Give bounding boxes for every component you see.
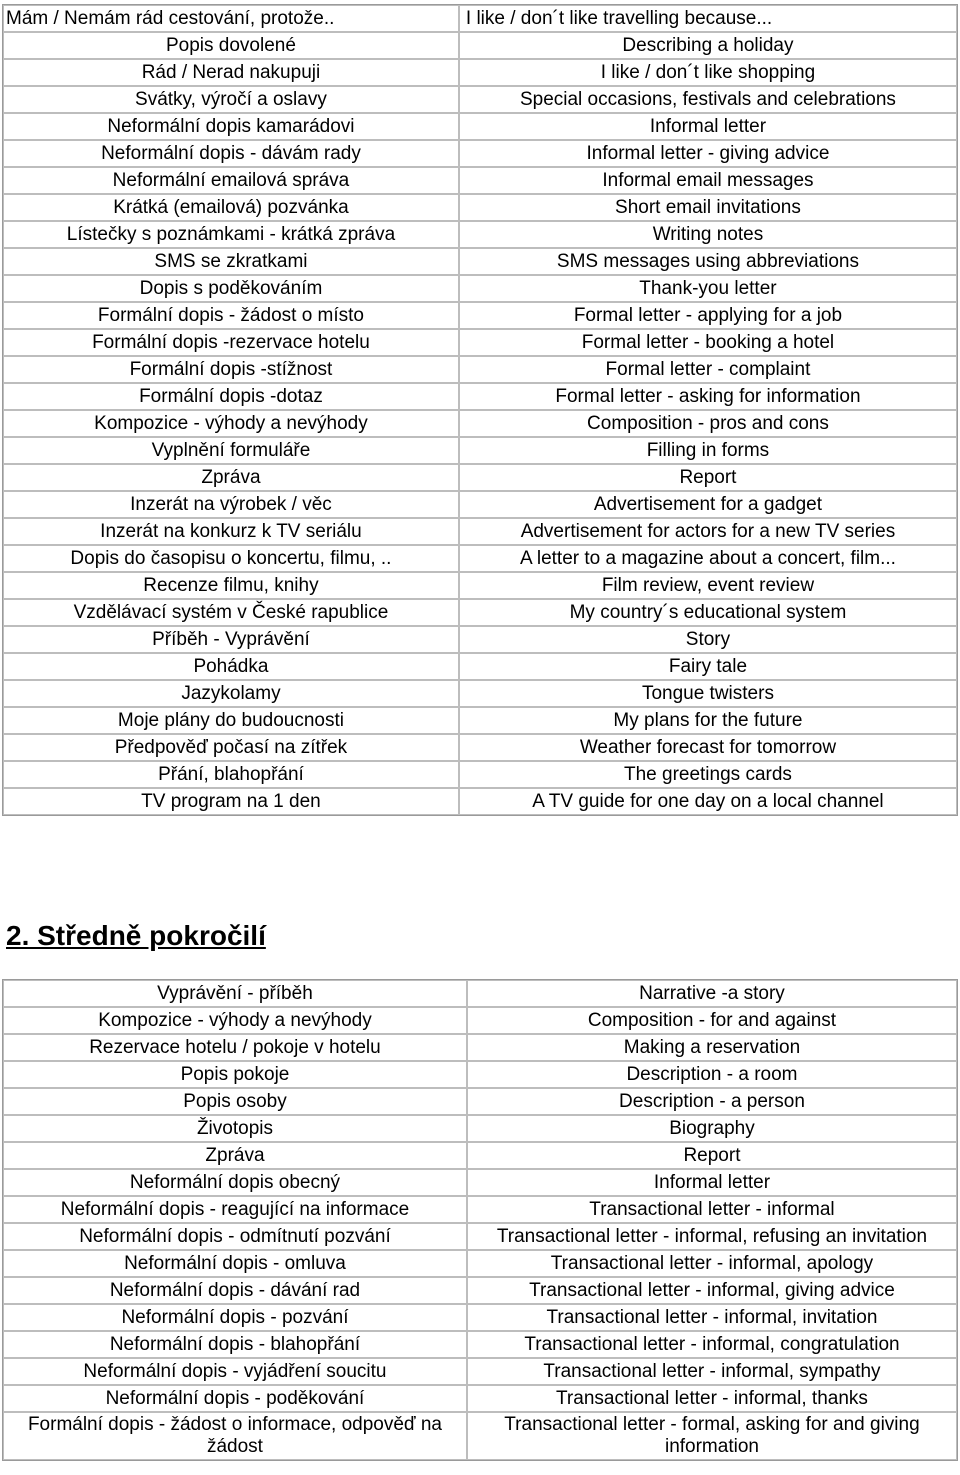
table-row (3, 410, 957, 437)
english-cell: Transactional letter - informal, sympathy (467, 1358, 957, 1385)
czech-cell: Formální dopis - žádost o místo (3, 302, 459, 329)
table-row (3, 167, 957, 194)
english-cell: Fairy tale (459, 653, 957, 680)
table-row (3, 572, 957, 599)
table-row (3, 59, 957, 86)
czech-cell: Formální dopis -rezervace hotelu (3, 329, 459, 356)
czech-cell: Neformální dopis - vyjádření soucitu (3, 1358, 467, 1385)
table-row (3, 1223, 957, 1250)
czech-cell: Životopis (3, 1115, 467, 1142)
table-row (3, 1034, 957, 1061)
table-row (3, 1250, 957, 1277)
table-row (3, 599, 957, 626)
czech-cell: Neformální dopis - poděkování (3, 1385, 467, 1412)
english-cell: Composition - for and against (467, 1007, 957, 1034)
english-cell: Special occasions, festivals and celebrations (459, 86, 957, 113)
english-cell: Transactional letter - informal, thanks (467, 1385, 957, 1412)
section-heading: 2. Středně pokročilí (6, 920, 266, 951)
vocabulary-table-intermediate (2, 979, 958, 1461)
table-row (3, 1007, 957, 1034)
table-row (3, 1412, 957, 1460)
table-row (3, 113, 957, 140)
table-row (3, 140, 957, 167)
table-row (3, 788, 957, 815)
table-row (3, 980, 957, 1007)
english-cell: Informal letter (459, 113, 957, 140)
english-cell: Weather forecast for tomorrow (459, 734, 957, 761)
table-row (3, 1385, 957, 1412)
english-cell: Description - a person (467, 1088, 957, 1115)
english-cell: Tongue twisters (459, 680, 957, 707)
czech-cell: Popis pokoje (3, 1061, 467, 1088)
czech-cell: Příběh - Vyprávění (3, 626, 459, 653)
table-row (3, 32, 957, 59)
czech-cell: Neformální dopis - reagující na informace (3, 1196, 467, 1223)
english-cell: Advertisement for a gadget (459, 491, 957, 518)
table-row (3, 1061, 957, 1088)
vocabulary-table-beginner (2, 4, 958, 816)
czech-cell: Zpráva (3, 464, 459, 491)
czech-cell: Svátky, výročí a oslavy (3, 86, 459, 113)
czech-cell: Neformální emailová správa (3, 167, 459, 194)
english-cell: A letter to a magazine about a concert, film... (459, 545, 957, 572)
table-row (3, 680, 957, 707)
english-cell: Describing a holiday (459, 32, 957, 59)
table-row (3, 1277, 957, 1304)
czech-cell: Formální dopis -dotaz (3, 383, 459, 410)
czech-cell: Předpověď počasí na zítřek (3, 734, 459, 761)
english-cell: Thank-you letter (459, 275, 957, 302)
czech-cell: Neformální dopis - pozvání (3, 1304, 467, 1331)
table-row (3, 248, 957, 275)
table-row (3, 464, 957, 491)
english-cell: Making a reservation (467, 1034, 957, 1061)
english-cell: SMS messages using abbreviations (459, 248, 957, 275)
english-cell: Transactional letter - informal, refusing an invitation (467, 1223, 957, 1250)
czech-cell: Formální dopis - žádost o informace, odpověď na žádost (3, 1412, 467, 1460)
table-row (3, 734, 957, 761)
table-row (3, 275, 957, 302)
english-cell: Formal letter - complaint (459, 356, 957, 383)
english-cell: Formal letter - booking a hotel (459, 329, 957, 356)
table-row (3, 626, 957, 653)
english-cell: Report (467, 1142, 957, 1169)
table-row (3, 329, 957, 356)
english-cell: Transactional letter - informal (467, 1196, 957, 1223)
english-cell: Informal letter - giving advice (459, 140, 957, 167)
czech-cell: Rád / Nerad nakupuji (3, 59, 459, 86)
czech-cell: Neformální dopis obecný (3, 1169, 467, 1196)
english-cell: Short email invitations (459, 194, 957, 221)
english-cell: I like / don´t like travelling because... (459, 5, 957, 32)
czech-cell: Kompozice - výhody a nevýhody (3, 1007, 467, 1034)
czech-cell: Jazykolamy (3, 680, 459, 707)
english-cell: Transactional letter - formal, asking for and giving information (467, 1412, 957, 1460)
english-cell: Transactional letter - informal, giving advice (467, 1277, 957, 1304)
czech-cell: Dopis s poděkováním (3, 275, 459, 302)
table-row (3, 1115, 957, 1142)
czech-cell: Popis osoby (3, 1088, 467, 1115)
czech-cell: Moje plány do budoucnosti (3, 707, 459, 734)
table-row (3, 1358, 957, 1385)
english-cell: Biography (467, 1115, 957, 1142)
english-cell: Story (459, 626, 957, 653)
english-cell: A TV guide for one day on a local channel (459, 788, 957, 815)
english-cell: Report (459, 464, 957, 491)
czech-cell: TV program na 1 den (3, 788, 459, 815)
czech-cell: SMS se zkratkami (3, 248, 459, 275)
english-cell: The greetings cards (459, 761, 957, 788)
czech-cell: Popis dovolené (3, 32, 459, 59)
table-row (3, 1142, 957, 1169)
english-cell: Transactional letter - informal, invitation (467, 1304, 957, 1331)
english-cell: Transactional letter - informal, apology (467, 1250, 957, 1277)
czech-cell: Lístečky s poznámkami - krátká zpráva (3, 221, 459, 248)
czech-cell: Mám / Nemám rád cestování, protože.. (3, 5, 459, 32)
czech-cell: Kompozice - výhody a nevýhody (3, 410, 459, 437)
english-cell: I like / don´t like shopping (459, 59, 957, 86)
english-cell: Writing notes (459, 221, 957, 248)
czech-cell: Vzdělávací systém v České rapublice (3, 599, 459, 626)
english-cell: Composition - pros and cons (459, 410, 957, 437)
czech-cell: Vyplnění formuláře (3, 437, 459, 464)
table-row (3, 221, 957, 248)
table-row (3, 1088, 957, 1115)
czech-cell: Recenze filmu, knihy (3, 572, 459, 599)
czech-cell: Dopis do časopisu o koncertu, filmu, .. (3, 545, 459, 572)
table-row (3, 383, 957, 410)
czech-cell: Neformální dopis - blahopřání (3, 1331, 467, 1358)
english-cell: Description - a room (467, 1061, 957, 1088)
table-row (3, 5, 957, 32)
czech-cell: Krátká (emailová) pozvánka (3, 194, 459, 221)
english-cell: Informal letter (467, 1169, 957, 1196)
english-cell: My plans for the future (459, 707, 957, 734)
table-row (3, 707, 957, 734)
table-row (3, 1304, 957, 1331)
english-cell: My country´s educational system (459, 599, 957, 626)
czech-cell: Neformální dopis - omluva (3, 1250, 467, 1277)
english-cell: Narrative -a story (467, 980, 957, 1007)
english-cell: Film review, event review (459, 572, 957, 599)
czech-cell: Vyprávění - příběh (3, 980, 467, 1007)
czech-cell: Inzerát na výrobek / věc (3, 491, 459, 518)
czech-cell: Formální dopis -stížnost (3, 356, 459, 383)
table-row (3, 1196, 957, 1223)
czech-cell: Pohádka (3, 653, 459, 680)
czech-cell: Neformální dopis - odmítnutí pozvání (3, 1223, 467, 1250)
czech-cell: Rezervace hotelu / pokoje v hotelu (3, 1034, 467, 1061)
table-row (3, 437, 957, 464)
table-row (3, 491, 957, 518)
table-row (3, 194, 957, 221)
czech-cell: Zpráva (3, 1142, 467, 1169)
english-cell: Formal letter - applying for a job (459, 302, 957, 329)
table-row (3, 545, 957, 572)
table-row (3, 1331, 957, 1358)
table-row (3, 1169, 957, 1196)
czech-cell: Neformální dopis - dávám rady (3, 140, 459, 167)
czech-cell: Neformální dopis kamarádovi (3, 113, 459, 140)
table-row (3, 653, 957, 680)
english-cell: Formal letter - asking for information (459, 383, 957, 410)
czech-cell: Přání, blahopřání (3, 761, 459, 788)
english-cell: Filling in forms (459, 437, 957, 464)
table-row (3, 86, 957, 113)
table-row (3, 302, 957, 329)
english-cell: Advertisement for actors for a new TV series (459, 518, 957, 545)
table-row (3, 356, 957, 383)
english-cell: Transactional letter - informal, congratulation (467, 1331, 957, 1358)
table-row (3, 518, 957, 545)
table-row (3, 761, 957, 788)
czech-cell: Inzerát na konkurz k TV seriálu (3, 518, 459, 545)
czech-cell: Neformální dopis - dávání rad (3, 1277, 467, 1304)
english-cell: Informal email messages (459, 167, 957, 194)
